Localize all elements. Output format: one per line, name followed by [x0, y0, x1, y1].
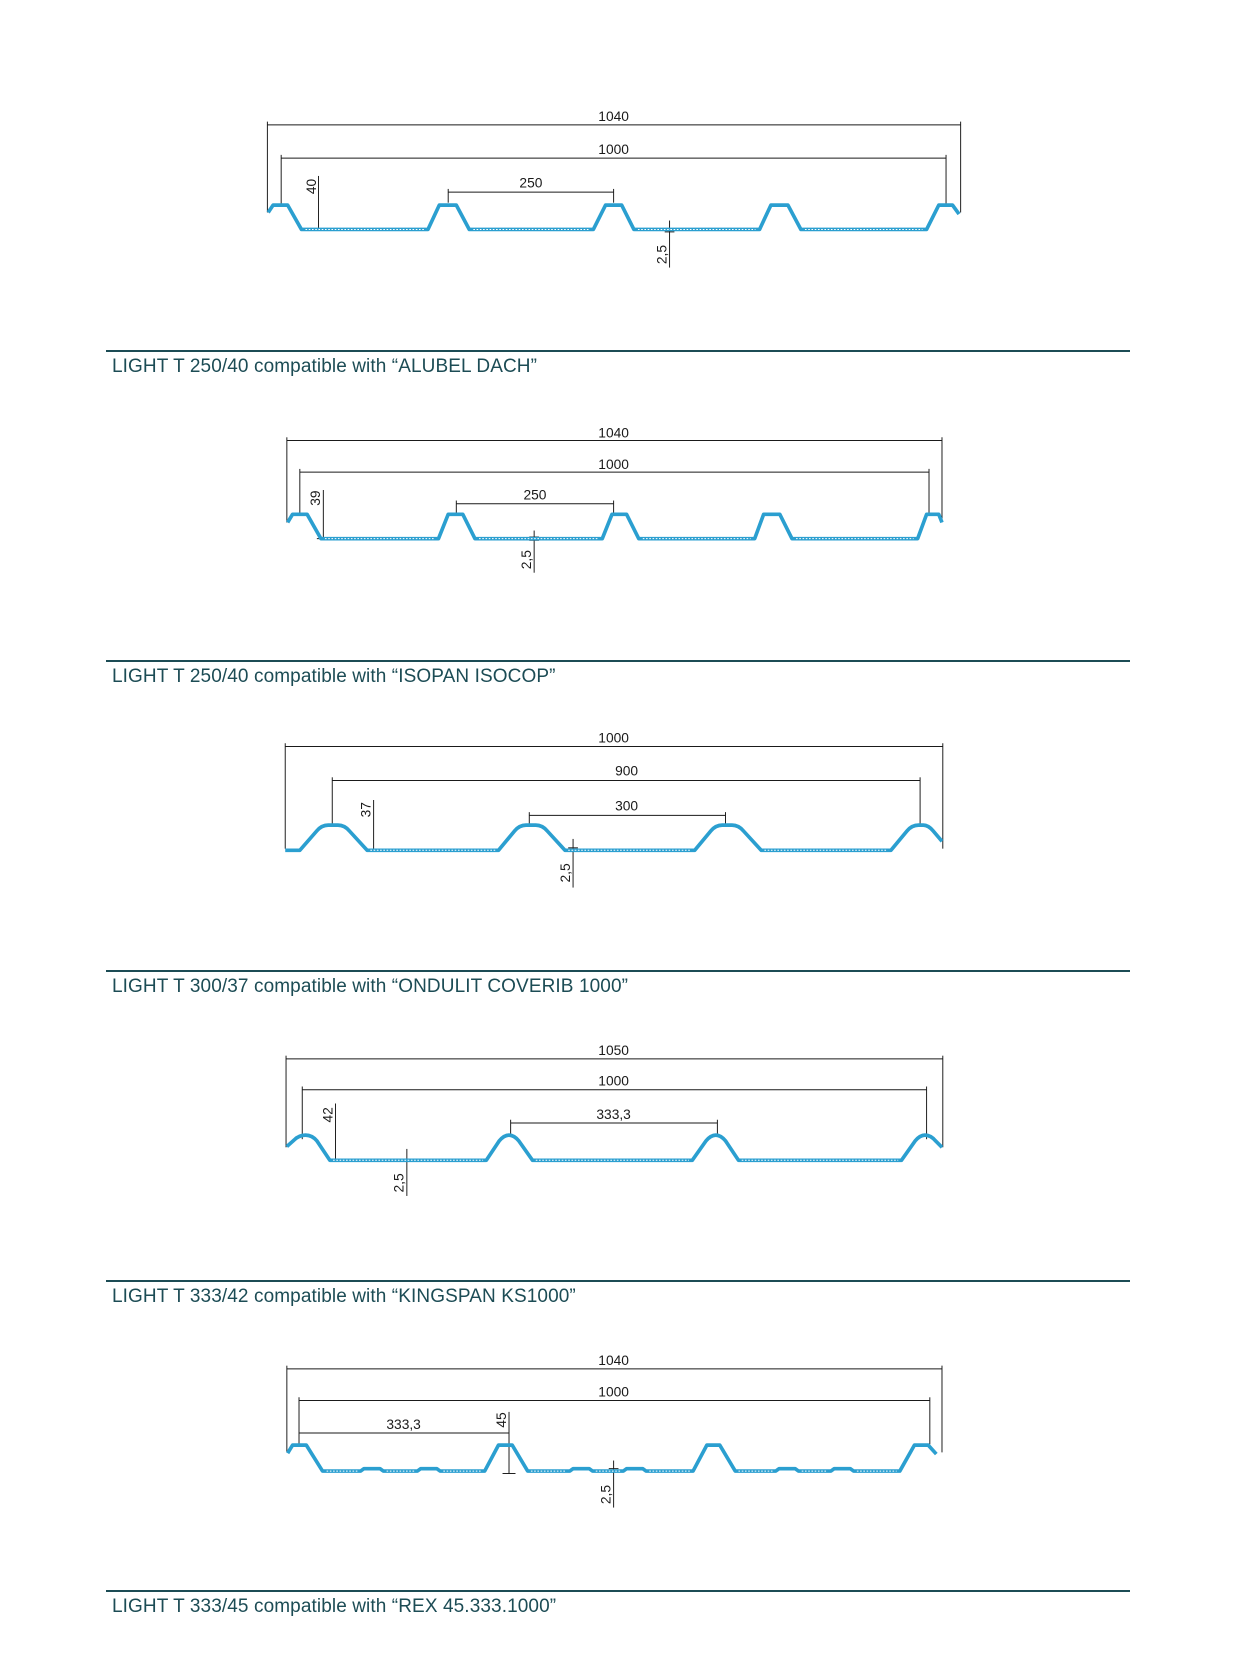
overall-width-label: 1040 [598, 425, 629, 441]
pitch-label: 333,3 [386, 1416, 421, 1432]
thickness-dimension [598, 1461, 618, 1508]
trapezoidal-sheet-profile [288, 514, 942, 538]
pitch-dimension [448, 175, 613, 202]
trapezoidal-sheet-profile [268, 205, 959, 229]
overall-width-dimension [286, 1043, 943, 1147]
caption-divider [106, 1590, 1130, 1592]
profile-caption: LIGHT T 333/42 compatible with “KINGSPAN KS1000” [112, 1286, 576, 1307]
profile-caption: LIGHT T 250/40 compatible with “ISOPAN ISOCOP” [112, 666, 556, 687]
overall-width-label: 1040 [598, 1352, 629, 1368]
thickness-label: 2,5 [598, 1485, 614, 1505]
profile-diagram-3 [0, 620, 1241, 920]
profile-caption: LIGHT T 250/40 compatible with “ALUBEL DACH” [112, 356, 538, 377]
thickness-label: 2,5 [518, 550, 534, 570]
cover-width-dimension [299, 1384, 930, 1444]
rib-height-dimension [308, 490, 330, 539]
overall-width-label: 1000 [598, 730, 629, 746]
rib-height-label: 39 [308, 490, 324, 506]
pitch-label: 300 [615, 798, 639, 814]
pitch-dimension [511, 1107, 718, 1136]
thickness-label: 2,5 [557, 863, 573, 883]
thickness-dimension [392, 1149, 407, 1196]
thickness-label: 2,5 [654, 245, 670, 265]
profile-diagram-5 [0, 1240, 1241, 1540]
rib-height-label: 37 [358, 802, 374, 818]
rib-height-dimension [494, 1412, 509, 1428]
rib-height-dimension [304, 176, 325, 230]
pitch-dimension [456, 488, 613, 515]
profile-diagram-2 [0, 310, 1241, 610]
pitch-label: 250 [519, 175, 543, 191]
trapezoidal-sheet-profile [285, 825, 942, 850]
profile-caption: LIGHT T 333/45 compatible with “REX 45.333.1000” [112, 1596, 557, 1617]
thickness-label: 2,5 [391, 1173, 407, 1193]
cover-width-dimension [332, 764, 920, 825]
rib-height-label: 45 [493, 1412, 509, 1428]
rib-height-label: 40 [304, 178, 320, 195]
profile-section-5 [0, 1240, 1241, 1653]
cover-width-label: 1000 [598, 142, 629, 158]
rib-height-label: 42 [320, 1107, 336, 1123]
cover-width-dimension [300, 457, 929, 514]
trapezoidal-sheet-profile [287, 1135, 942, 1160]
pitch-dimension [529, 799, 725, 826]
thickness-dimension [654, 221, 674, 268]
pitch-label: 333,3 [596, 1106, 631, 1122]
overall-width-dimension [285, 730, 943, 848]
overall-width-label: 1040 [598, 108, 629, 124]
pitch-dimension [299, 1412, 515, 1474]
cover-width-label: 1000 [598, 1073, 629, 1089]
cover-width-label: 900 [615, 763, 639, 779]
overall-width-label: 1050 [598, 1042, 629, 1058]
cover-width-label: 1000 [598, 456, 629, 472]
profile-diagram-1 [0, 0, 1241, 300]
profile-caption: LIGHT T 300/37 compatible with “ONDULIT COVERIB 1000” [112, 976, 629, 997]
profile-diagram-4 [0, 930, 1241, 1230]
pitch-label: 250 [523, 487, 547, 503]
trapezoidal-sheet-profile [288, 1445, 937, 1471]
overall-width-dimension [287, 1353, 942, 1453]
overall-width-dimension [287, 425, 942, 522]
cover-width-label: 1000 [598, 1384, 629, 1400]
